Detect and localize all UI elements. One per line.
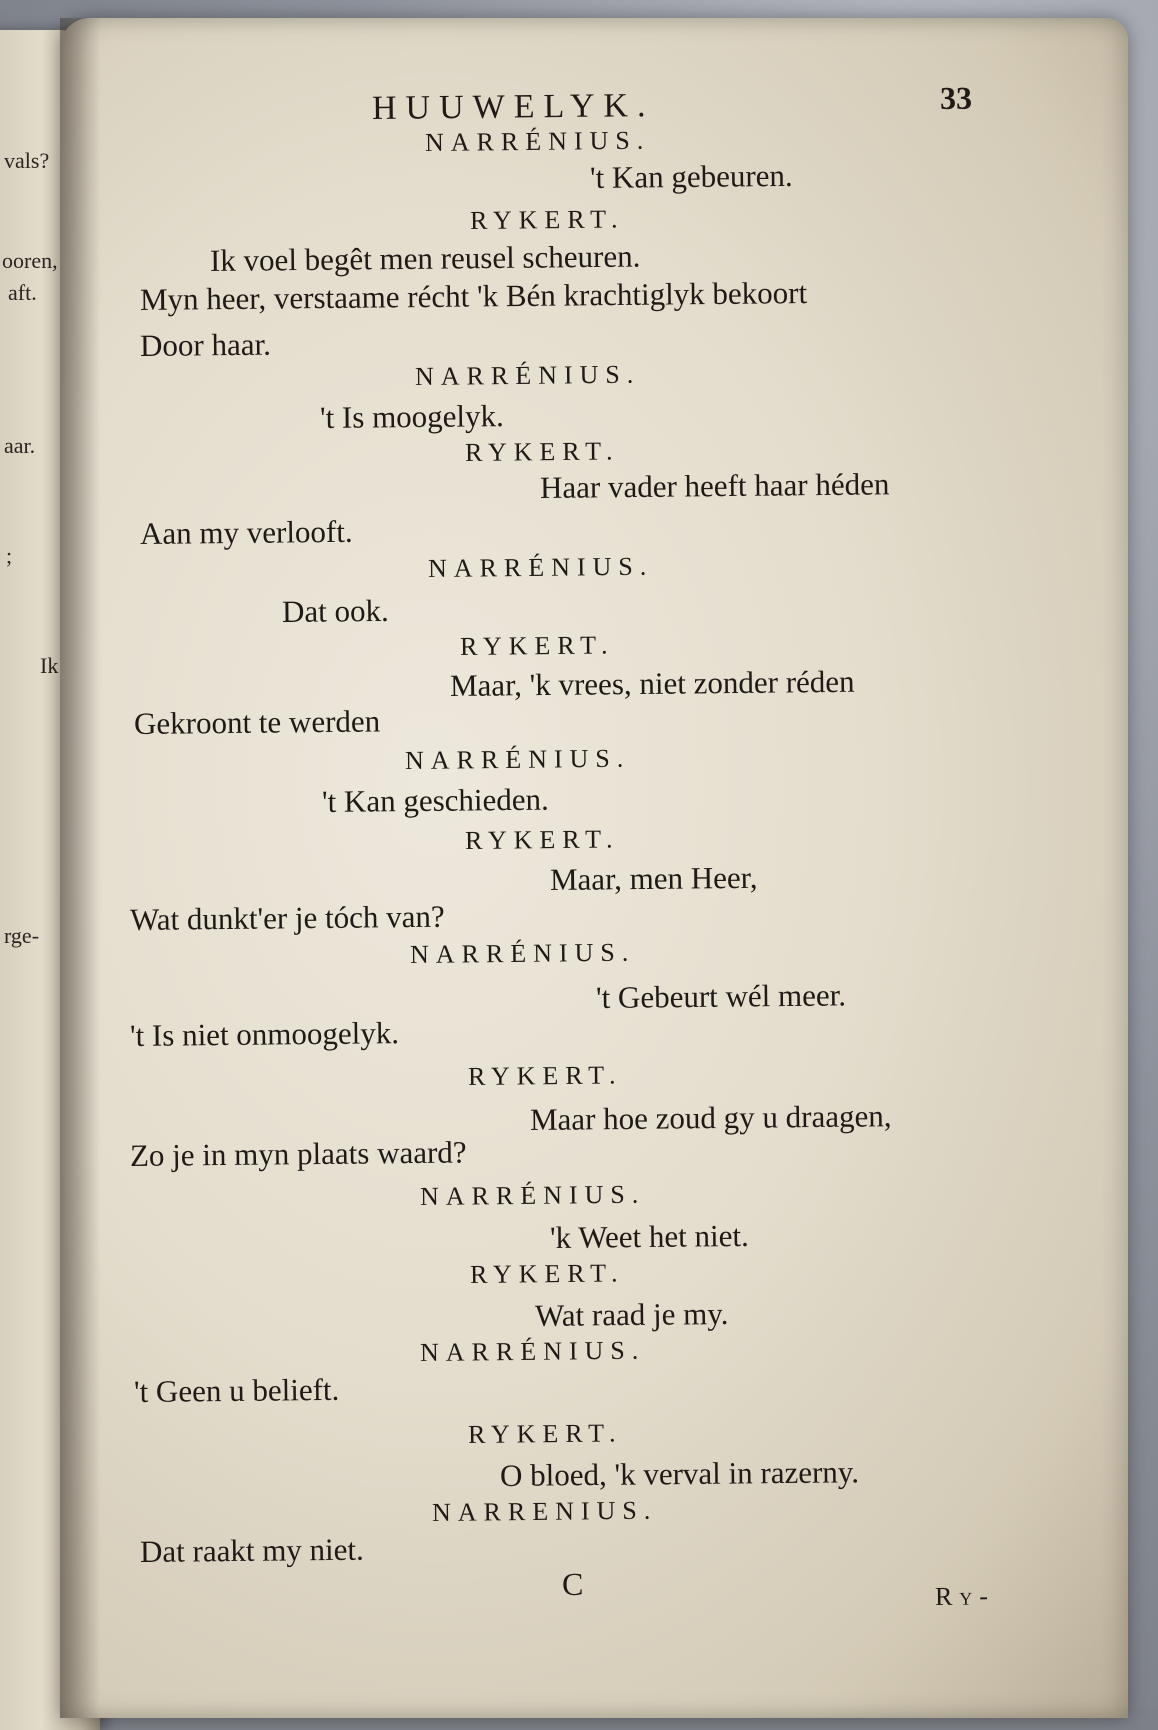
speaker-name: RYKERT. bbox=[464, 824, 620, 855]
running-title: HUUWELYK. bbox=[371, 87, 655, 127]
left-fragment: ooren, bbox=[2, 248, 58, 273]
speaker-name: RYKERT. bbox=[469, 204, 625, 235]
speaker-name: NARRENIUS. bbox=[431, 1495, 658, 1527]
dialogue-line: O bloed, 'k verval in razerny. bbox=[499, 1454, 860, 1493]
speaker-name: NARRÉNIUS. bbox=[419, 1179, 646, 1211]
catchword: Ry- bbox=[934, 1581, 996, 1611]
speaker-name: NARRÉNIUS. bbox=[404, 743, 631, 775]
left-fragment: ; bbox=[6, 543, 13, 568]
speaker-name: RYKERT. bbox=[459, 630, 615, 661]
speaker-name: NARRÉNIUS. bbox=[414, 359, 641, 391]
page-gutter-shadow bbox=[60, 18, 100, 1718]
speaker-name: RYKERT. bbox=[469, 1258, 625, 1289]
left-fragment: vals? bbox=[4, 148, 50, 173]
page-number: 33 bbox=[939, 79, 973, 116]
dialogue-line: Door haar. bbox=[139, 326, 272, 363]
dialogue-line: Dat ook. bbox=[281, 592, 389, 629]
dialogue-line: Maar, 'k vrees, niet zonder réden bbox=[449, 663, 855, 703]
dialogue-line: Dat raakt my niet. bbox=[139, 1531, 364, 1569]
dialogue-line: Gekroont te werden bbox=[133, 703, 381, 741]
dialogue-line: Aan my verlooft. bbox=[139, 513, 353, 551]
dialogue-line: 't Geen u belieft. bbox=[133, 1371, 340, 1409]
dialogue-line: 't Kan gebeuren. bbox=[589, 157, 793, 195]
speaker-name: NARRÉNIUS. bbox=[419, 1335, 646, 1367]
speaker-name: RYKERT. bbox=[467, 1418, 623, 1449]
speaker-name: NARRÉNIUS. bbox=[427, 551, 654, 583]
dialogue-line: 't Is moogelyk. bbox=[319, 398, 505, 435]
speaker-name: NARRÉNIUS. bbox=[424, 125, 651, 157]
dialogue-line: Wat dunkt'er je tóch van? bbox=[129, 898, 445, 937]
dialogue-line: Wat raad je my. bbox=[534, 1295, 729, 1333]
left-fragment: aft. bbox=[8, 280, 37, 305]
speaker-name: NARRÉNIUS. bbox=[409, 937, 636, 969]
dialogue-line: 't Is niet onmoogelyk. bbox=[129, 1015, 400, 1053]
speaker-name: RYKERT. bbox=[464, 436, 620, 467]
dialogue-line: Maar hoe zoud gy u draagen, bbox=[529, 1098, 892, 1137]
left-fragment: aar. bbox=[4, 433, 36, 458]
dialogue-line: Myn heer, verstaame récht 'k Bén krachtiglyk bekoort bbox=[139, 275, 808, 317]
dialogue-line: Ik voel begêt men reusel scheuren. bbox=[209, 238, 641, 278]
left-fragment: rge- bbox=[4, 923, 40, 948]
dialogue-line: Zo je in myn plaats waard? bbox=[129, 1134, 467, 1173]
dialogue-line: 't Kan geschieden. bbox=[321, 781, 549, 819]
dialogue-line: 'k Weet het niet. bbox=[549, 1217, 749, 1255]
signature-mark: C bbox=[561, 1565, 584, 1602]
dialogue-line: Haar vader heeft haar héden bbox=[539, 466, 890, 505]
dialogue-line: 't Gebeurt wél meer. bbox=[595, 977, 847, 1015]
speaker-name: RYKERT. bbox=[467, 1060, 623, 1091]
dialogue-line: Maar, men Heer, bbox=[549, 859, 758, 897]
left-fragment: Ik bbox=[40, 653, 59, 678]
